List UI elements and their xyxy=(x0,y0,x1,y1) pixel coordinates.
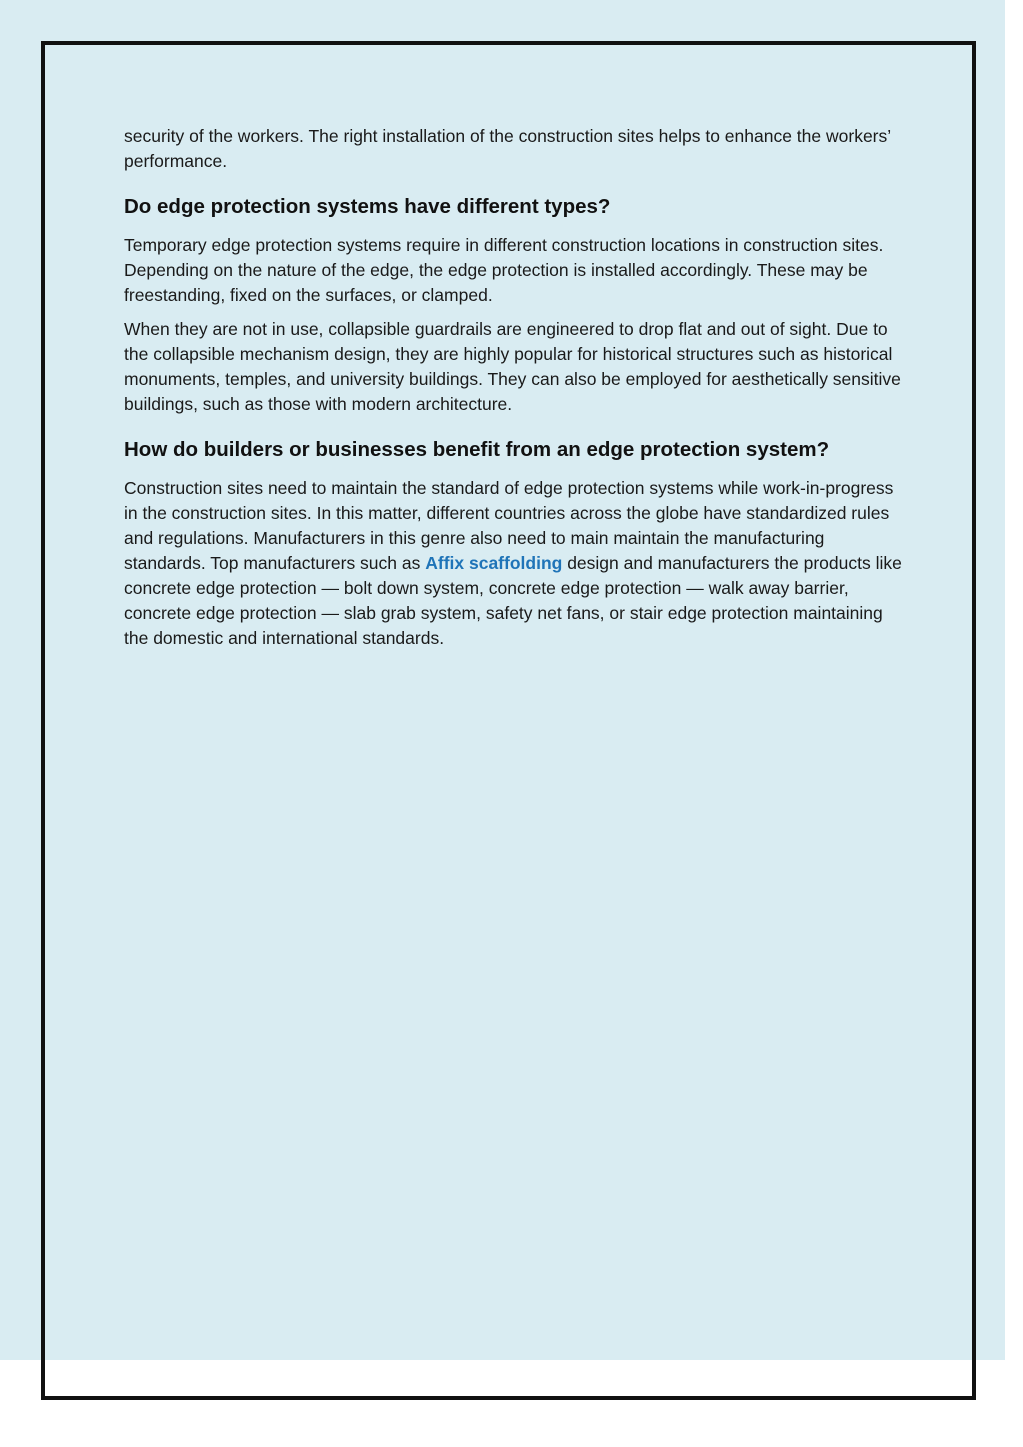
benefits-text-after: design and manufacturers the products like concrete edge protection — bolt down system, concrete edge protection — walk away barrier, concrete edge protection — slab grab system, safety net fans, or stair edge protection maintaining the domestic and international standards. xyxy=(124,553,902,648)
document-content xyxy=(124,124,902,660)
affix-scaffolding-link[interactable]: Affix scaffolding xyxy=(425,553,563,573)
section-heading-types: Do edge protection systems have different types? xyxy=(124,195,611,218)
intro-paragraph: security of the workers. The right installation of the construction sites helps to enhance the workers’ performance. xyxy=(124,126,891,171)
section-heading-benefits: How do builders or businesses benefit from an edge protection system? xyxy=(124,438,830,461)
types-paragraph-2: When they are not in use, collapsible guardrails are engineered to drop flat and out of sight. Due to the collapsible mechanism design, they are highly popular for historical structures such as historical monuments, temples, and university buildings. They can also be employed for aesthetically sensitive buildings, such as those with modern architecture. xyxy=(124,319,901,414)
benefits-paragraph xyxy=(124,476,902,651)
benefits-text-before: Construction sites need to maintain the standard of edge protection systems while work-in-progress in the construction sites. In this matter, different countries across the globe have standardized rules and regulations. Manufacturers in this genre also need to main maintain the manufacturing standards. Top manufacturers such as xyxy=(124,478,894,573)
types-paragraph-1: Temporary edge protection systems require in different construction locations in construction sites. Depending on the nature of the edge, the edge protection is installed accordingly. These may be freestanding, fixed on the surfaces, or clamped. xyxy=(124,235,884,305)
